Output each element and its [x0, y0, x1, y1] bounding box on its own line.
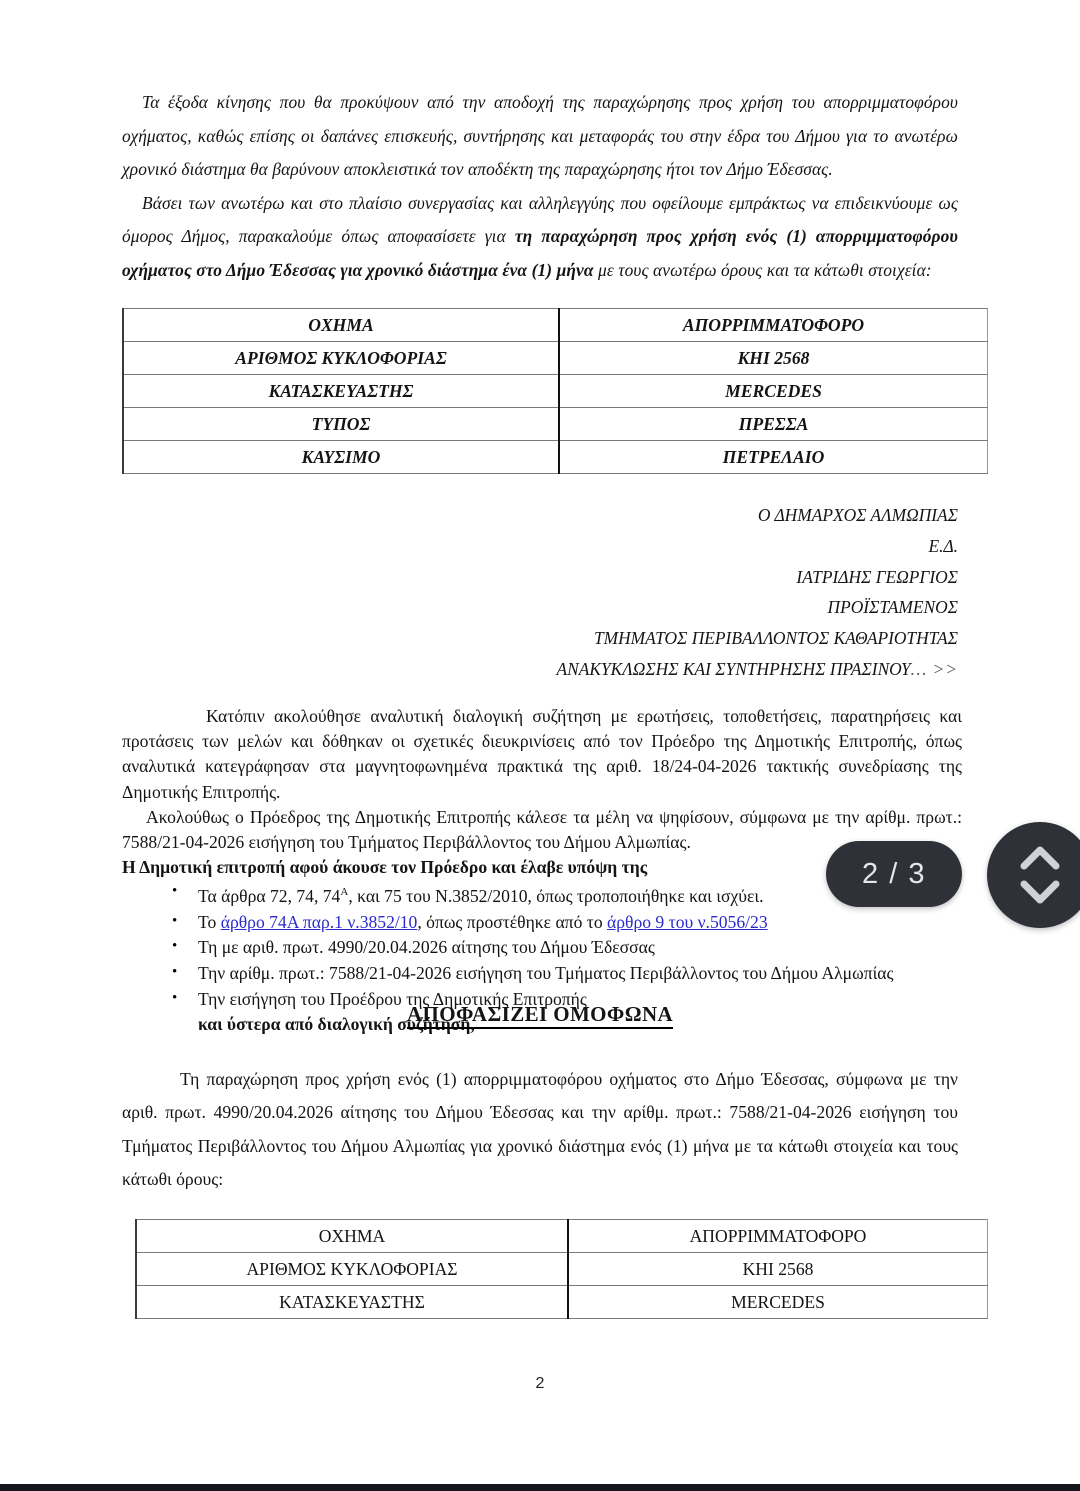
table-cell-value: ΚΗΙ 2568: [568, 1253, 988, 1286]
request-paragraph: [122, 187, 958, 288]
table-row: [123, 375, 988, 408]
table-row: [136, 1220, 988, 1253]
vehicle-details-table-secondary: [135, 1219, 988, 1319]
table-cell-key: ΑΡΙΘΜΟΣ ΚΥΚΛΟΦΟΡΙΑΣ: [136, 1253, 568, 1286]
table-row: [136, 1253, 988, 1286]
request-tail: με τους ανωτέρω όρους και τα κάτωθι στοιχεία:: [593, 259, 932, 280]
table-row: [123, 408, 988, 441]
vehicle-table-1-body: [123, 309, 988, 474]
decision-heading-text: ΑΠΟΦΑΣΙΖΕΙ ΟΜΟΦΩΝΑ: [407, 1002, 673, 1029]
considered-heading: Η Δημοτική επιτροπή αφού άκουσε τον Πρόεδρο και έλαβε υπόψη της: [122, 857, 648, 878]
bullet-text: Τα άρθρα 72, 74, 74: [198, 886, 341, 907]
table-cell-key: ΟΧΗΜΑ: [136, 1220, 568, 1253]
vehicle-table-2-body: [136, 1220, 988, 1319]
system-bottom-bar: [0, 1484, 1080, 1491]
table-cell-value: ΠΕΤΡΕΛΑΙΟ: [559, 441, 988, 474]
law-link-74a[interactable]: άρθρο 74Α παρ.1 ν.3852/10: [220, 911, 418, 932]
request-bold: τη παραχώρηση προς χρήση ενός (1) απορριμματοφόρου οχήματος στο Δήμο Έδεσσας για χρονικό διάστημα ένα (1) μήνα: [122, 226, 958, 280]
bullet-text: Τη με αριθ. πρωτ. 4990/20.04.2026 αίτησης του Δήμου Έδεσσας: [198, 937, 655, 958]
table-cell-value: ΑΠΟΡΡΙΜΜΑΤΟΦΟΡΟ: [568, 1220, 988, 1253]
table-row: [123, 441, 988, 474]
vote-paragraph: Ακολούθως ο Πρόεδρος της Δημοτικής Επιτροπής κάλεσε τα μέλη να ψηφίσουν, σύμφωνα με την αρίθμ. πρωτ.: 7588/21-04-2026 εισήγηση του Τμήματος Περιβάλλοντος του Δήμου Αλμωπίας.: [122, 806, 962, 853]
bullet-text: Το: [198, 911, 221, 932]
table-row: [136, 1286, 988, 1319]
decision-heading: [0, 1002, 1080, 1027]
signature-line: Ο ΔΗΜΑΡΧΟΣ ΑΛΜΩΠΙΑΣ: [757, 505, 958, 525]
bullet-text: Την εισήγηση του Προέδρου της Δημοτικής Επιτροπής: [198, 988, 587, 1009]
table-cell-key: ΟΧΗΜΑ: [123, 309, 559, 342]
table-cell-value: MERCEDES: [559, 375, 988, 408]
signature-last-text: ΑΝΑΚΥΚΛΩΣΗΣ ΚΑΙ ΣΥΝΤΗΡΗΣΗΣ ΠΡΑΣΙΝΟΥ: [556, 658, 911, 679]
intro-paragraph: Τα έξοδα κίνησης που θα προκύψουν από την αποδοχή της παραχώρησης προς χρήση του απορριμματοφόρου οχήματος, καθώς επίσης οι δαπάνες επισκευής, συντήρησης και μεταφοράς του στην έδρα του Δήμου για το ανωτέρω χρονικό διάστημα θα βαρύνουν αποκλειστικά τον αποδέκτη της παραχώρησης ήτοι τον Δήμο Έδεσσας.: [122, 92, 958, 179]
table-cell-key: ΚΑΤΑΣΚΕΥΑΣΤΗΣ: [123, 375, 559, 408]
list-item: [198, 961, 962, 987]
bullet-text-bold: και ύστερα από διαλογική συζήτηση,: [198, 1014, 475, 1035]
signature-block: [122, 500, 958, 685]
signature-truncation-marker: … >>: [910, 658, 958, 679]
document-upper-body: [122, 86, 958, 287]
table-cell-value: MERCEDES: [568, 1286, 988, 1319]
table-cell-key: ΚΑΤΑΣΚΕΥΑΣΤΗΣ: [136, 1286, 568, 1319]
discussion-paragraph: Κατόπιν ακολούθησε αναλυτική διαλογική συζήτηση με ερωτήσεις, τοποθετήσεις, παρατηρήσεις και προτάσεις των μελών και δόθηκαν οι σχετικές διευκρινίσεις από τον Πρόεδρο της Δημοτικής Επιτροπής, όπως αναλυτικά κατεγράφησαν στα μαγνητοφωνημένα πρακτικά της αριθ. 18/24-04-2026 τακτικής συνεδρίασης της Δημοτικής Επιτροπής.: [122, 706, 962, 802]
table-row: [123, 342, 988, 375]
table-cell-key: ΑΡΙΘΜΟΣ ΚΥΚΛΟΦΟΡΙΑΣ: [123, 342, 559, 375]
vehicle-details-table-primary: [122, 308, 988, 474]
signature-line-last: [122, 654, 958, 685]
signature-line: ΤΜΗΜΑΤΟΣ ΠΕΡΙΒΑΛΛΟΝΤΟΣ ΚΑΘΑΡΙΟΤΗΤΑΣ: [593, 628, 958, 649]
signature-line: Ε.Δ.: [928, 535, 958, 556]
signature-line: ΠΡΟΪΣΤΑΜΕΝΟΣ: [827, 597, 958, 618]
signature-line: ΙΑΤΡΙΔΗΣ ΓΕΩΡΓΙΟΣ: [796, 566, 958, 587]
decision-body: [122, 1063, 958, 1197]
table-cell-value: ΠΡΕΣΣΑ: [559, 408, 988, 441]
page-indicator-badge: 2 / 3: [826, 841, 962, 907]
superscript-alpha: Α: [340, 886, 349, 899]
table-row: [123, 309, 988, 342]
bullet-text: Την αρίθμ. πρωτ.: 7588/21-04-2026 εισήγηση του Τμήματος Περιβάλλοντος του Δήμου Αλμωπίας: [198, 963, 894, 984]
law-link-article9[interactable]: άρθρο 9 του ν.5056/23: [607, 911, 768, 932]
bullet-text: , και 75 του Ν.3852/2010, όπως τροποποιήθηκε και ισχύει.: [348, 886, 764, 907]
table-cell-value: ΑΠΟΡΡΙΜΜΑΤΟΦΟΡΟ: [559, 309, 988, 342]
bullet-text: , όπως προστέθηκε από το: [417, 911, 608, 932]
table-cell-value: ΚΗΙ 2568: [559, 342, 988, 375]
list-item: [198, 935, 962, 961]
table-cell-key: ΤΥΠΟΣ: [123, 408, 559, 441]
decision-paragraph: Τη παραχώρηση προς χρήση ενός (1) απορριμματοφόρου οχήματος στο Δήμο Έδεσσας, σύμφωνα με την αριθ. πρωτ. 4990/20.04.2026 αίτησης του Δήμου Έδεσσας και την αρίθμ. πρωτ.: 7588/21-04-2026 εισήγηση του Τμήματος Περιβάλλοντος του Δήμου Αλμωπίας για χρονικό διάστημα ενός (1) μήνα με τα κάτωθι στοιχεία και τους κάτωθι όρους:: [122, 1069, 958, 1190]
footer-page-number: 2: [535, 1375, 545, 1392]
list-item: [198, 910, 962, 936]
table-cell-key: ΚΑΥΣΙΜΟ: [123, 441, 559, 474]
chevron-up-down-icon: [1013, 840, 1067, 910]
request-lead: Βάσει των ανωτέρω και στο πλαίσιο συνεργασίας και αλληλεγγύης που οφείλουμε εμπράκτως να επιδεικνύουμε ως όμορος Δήμος, παρακαλούμε όπως αποφασίσετε για: [122, 192, 958, 246]
